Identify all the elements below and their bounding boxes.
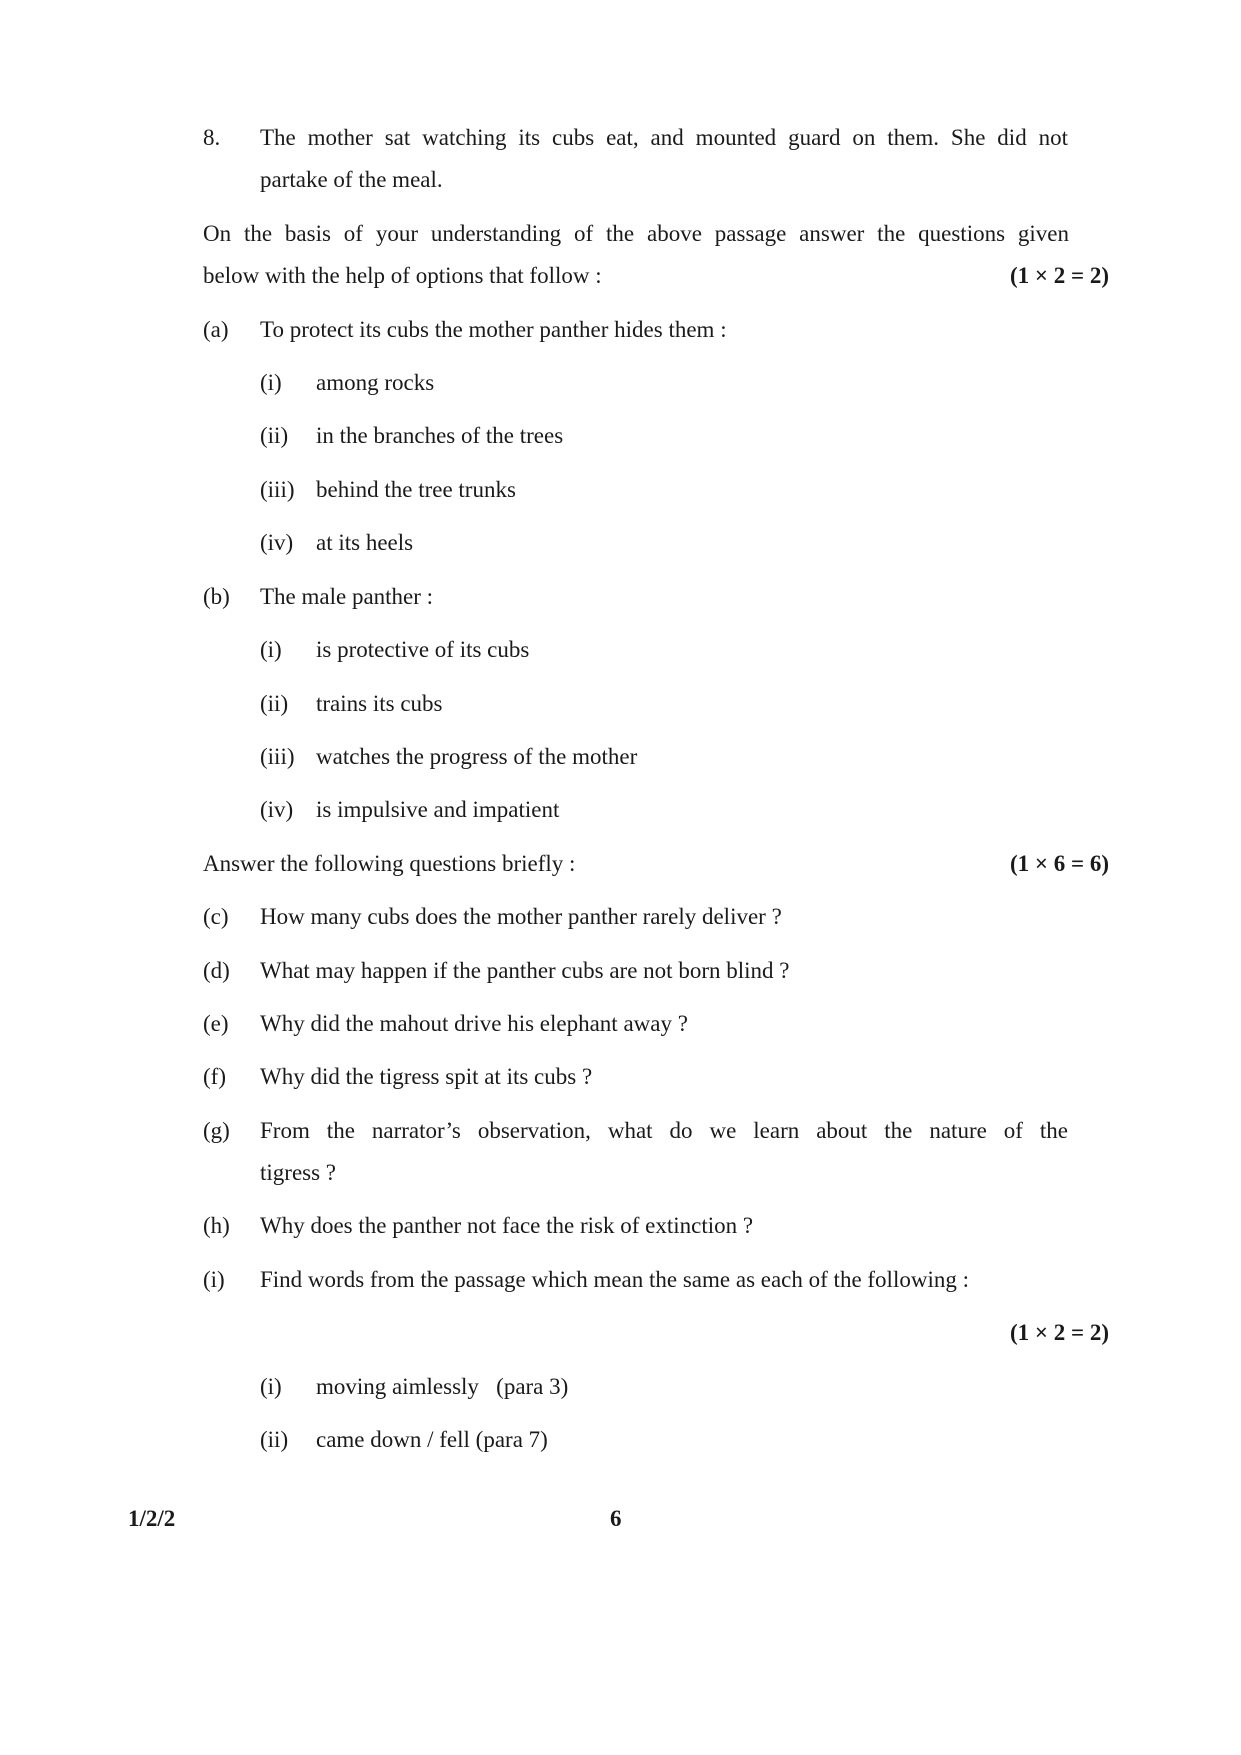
question-a-option-1-text: among rocks (316, 370, 435, 395)
question-i-option-1-label: (i) (260, 1374, 282, 1399)
question-i-label: (i) (203, 1267, 225, 1292)
instruction-1-line-2: below with the help of options that follow : (203, 263, 602, 288)
question-b-option-2-text: trains its cubs (316, 691, 443, 716)
instruction-2-marks: (1 × 6 = 6) (1009, 851, 1109, 876)
instruction-2-text: Answer the following questions briefly : (203, 851, 576, 876)
question-i-option-2-text: came down / fell (para 7) (316, 1427, 548, 1452)
item-8-line-2: partake of the meal. (260, 167, 443, 192)
question-b-option-4-label: (iv) (260, 797, 294, 822)
question-d-label: (d) (203, 958, 230, 983)
question-c-text: How many cubs does the mother panther rarely deliver ? (260, 904, 782, 929)
question-g-label: (g) (203, 1118, 230, 1143)
paper-code: 1/2/2 (128, 1506, 176, 1531)
question-i-marks: (1 × 2 = 2) (1009, 1320, 1109, 1345)
question-a-option-1-label: (i) (260, 370, 282, 395)
question-h-label: (h) (203, 1213, 230, 1238)
question-b-option-3-text: watches the progress of the mother (316, 744, 638, 769)
question-b-option-4-text: is impulsive and impatient (316, 797, 560, 822)
question-i-text: Find words from the passage which mean the same as each of the following : (260, 1267, 969, 1292)
question-e-text: Why did the mahout drive his elephant away ? (260, 1011, 688, 1036)
instruction-1-line-1: On the basis of your understanding of the above passage answer the questions given (203, 221, 1069, 246)
instruction-1-marks: (1 × 2 = 2) (1009, 263, 1109, 288)
page-number: 6 (610, 1506, 622, 1531)
question-f-text: Why did the tigress spit at its cubs ? (260, 1064, 593, 1089)
question-b-option-1-text: is protective of its cubs (316, 637, 530, 662)
question-a-option-2-label: (ii) (260, 423, 289, 448)
question-a-option-3-label: (iii) (260, 477, 295, 502)
question-i-option-2-label: (ii) (260, 1427, 289, 1452)
question-b-option-3-label: (iii) (260, 744, 295, 769)
question-a-text: To protect its cubs the mother panther hides them : (260, 317, 727, 342)
question-d-text: What may happen if the panther cubs are not born blind ? (260, 958, 790, 983)
question-b-option-2-label: (ii) (260, 691, 289, 716)
item-8-number: 8. (203, 125, 221, 150)
question-e-label: (e) (203, 1011, 229, 1036)
item-8-line-1: The mother sat watching its cubs eat, and mounted guard on them. She did not (260, 125, 1068, 150)
question-a-option-4-text: at its heels (316, 530, 414, 555)
question-a-label: (a) (203, 317, 229, 342)
question-g-line-1: From the narrator’s observation, what do we learn about the nature of the (260, 1118, 1068, 1143)
question-a-option-4-label: (iv) (260, 530, 294, 555)
question-f-label: (f) (203, 1064, 226, 1089)
question-b-label: (b) (203, 584, 230, 609)
question-b-text: The male panther : (260, 584, 434, 609)
question-a-option-2-text: in the branches of the trees (316, 423, 564, 448)
question-h-text: Why does the panther not face the risk of extinction ? (260, 1213, 754, 1238)
question-b-option-1-label: (i) (260, 637, 282, 662)
question-g-line-2: tigress ? (260, 1160, 337, 1185)
question-c-label: (c) (203, 904, 229, 929)
question-i-option-1-text: moving aimlessly (para 3) (316, 1374, 569, 1399)
question-a-option-3-text: behind the tree trunks (316, 477, 516, 502)
